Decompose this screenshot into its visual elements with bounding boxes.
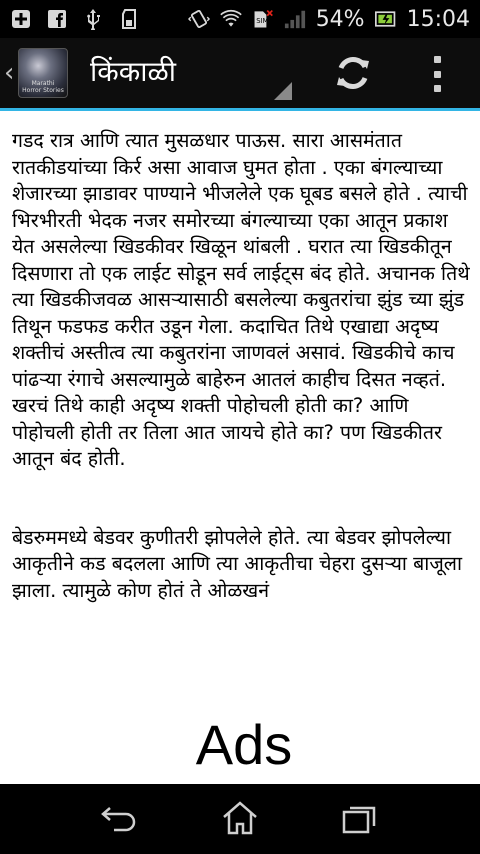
overflow-menu-icon[interactable]	[430, 56, 444, 92]
title-dropdown-indicator[interactable]	[274, 82, 292, 100]
sdcard-icon	[118, 8, 140, 30]
action-bar	[0, 38, 480, 108]
ad-label: Ads	[195, 713, 293, 776]
recent-apps-icon[interactable]	[340, 800, 380, 836]
clock: 15:04	[406, 6, 470, 32]
page-title: किंकाळी	[90, 55, 177, 88]
story-paragraph: बेडरुममध्ये बेडवर कुणीतरी झोपलेले होते. त्या बेडवर झोपलेल्या आकृतीने कड बदलला आणि त्या आकृतीचा चेहरा दुसऱ्या बाजूला झाला. त्यामुळे कोण होतं ते ओळखनं	[12, 525, 463, 602]
app-icon-text: Marathi Horror Stories	[22, 80, 64, 94]
facebook-icon	[46, 8, 68, 30]
refresh-icon[interactable]	[334, 54, 372, 92]
plus-icon	[10, 8, 32, 30]
story-paragraph: गडद रात्र आणि त्यात मुसळधार पाऊस. सारा आसमंतात रातकीडयांच्या किर्र असा आवाज घुमत होता . एका बंगल्याच्या शेजारच्या झाडावर पाण्याने भीजलेले एक घूबड बसले होते . त्याची भिरभीरती भेदक नजर समोरच्या बंगल्याच्या एका आतून प्रकाश येत असलेल्या खिडकीवर खिळून थांबली . घरात त्या खिडकीतून दिसणारा तो एक लाईट सोडून सर्व लाईट्स बंद होते. अचानक तिथे त्या खिडकीजवळ आसऱ्यासाठी बसलेल्या कबुतरांचा झुंड च्या झुंड तिथून फडफड करीत उडून गेला. कदाचित तिथे एखाद्या अदृष्य शक्तीचं अस्तीत्व त्या कबुतरांना जाणवलं असावं. खिडकीचे काच पांढऱ्या रंगाचे असल्यामुळे बाहेरुन आतलं काहीच दिसत नव्हतं. खरचं तिथे काही अदृष्य शक्ती पोहोचली होती का? आणि पोहोचली होती तर तिला आत जायचे होते का? पण खिडकीतर आतून बंद होती.	[12, 129, 470, 470]
status-bar	[0, 0, 480, 38]
story-content[interactable]	[12, 128, 472, 706]
ad-banner[interactable]	[0, 706, 480, 784]
signal-icon	[284, 8, 306, 30]
action-bar-divider	[0, 108, 480, 111]
svg-text:SIM: SIM	[255, 17, 269, 26]
usb-icon	[82, 8, 104, 30]
vibrate-icon	[188, 8, 210, 30]
back-chevron-icon[interactable]: ‹	[4, 58, 15, 88]
home-icon[interactable]	[220, 800, 260, 836]
back-icon[interactable]	[100, 800, 140, 836]
battery-charging-icon	[375, 8, 397, 30]
battery-percent: 54%	[315, 6, 365, 32]
navigation-bar	[0, 784, 480, 854]
app-icon[interactable]	[18, 48, 68, 98]
wifi-icon	[220, 8, 242, 30]
no-sim-icon	[252, 8, 274, 30]
